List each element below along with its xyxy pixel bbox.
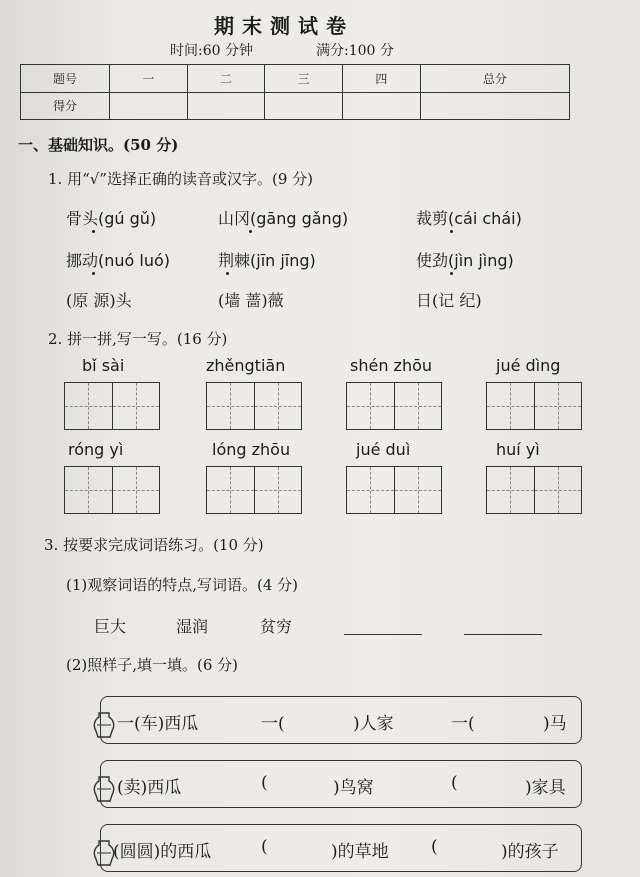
choice-item[interactable]: 日(记 纪) <box>416 291 482 310</box>
full-score: 满分:100 分 <box>316 43 394 59</box>
fill-text: )人家 <box>353 714 394 734</box>
pinyin-label: bǐ sài <box>82 356 125 375</box>
pinyin-label: lóng zhōu <box>212 440 291 459</box>
table-cell: 总分 <box>420 65 569 93</box>
table-cell: 得分 <box>21 92 110 120</box>
page-title: 期末测试卷 <box>214 14 354 38</box>
vase-icon <box>93 839 115 869</box>
score-input-cell[interactable] <box>265 92 343 120</box>
fill-text: )马 <box>543 714 567 734</box>
choice-item[interactable]: 荆棘(jīn jīng) <box>218 251 316 270</box>
table-cell: 四 <box>343 65 421 93</box>
vase-icon <box>93 775 115 805</box>
fill-text: )鸟窝 <box>333 778 374 798</box>
pinyin-label: róng yì <box>68 440 124 459</box>
choice-item[interactable]: 山冈(gāng gǎng) <box>218 209 349 228</box>
emphasis-dot <box>92 272 95 275</box>
table-row <box>21 92 570 120</box>
fill-blank[interactable] <box>497 709 547 731</box>
time-limit: 时间:60 分钟 <box>170 43 253 59</box>
writing-grid[interactable] <box>486 466 582 514</box>
writing-grid[interactable] <box>346 382 442 430</box>
choice-item[interactable]: 挪动(nuó luó) <box>66 251 171 270</box>
choice-item[interactable]: 骨头(gú gǔ) <box>66 209 157 228</box>
fill-text: ( <box>261 773 268 793</box>
fill-text: )家具 <box>525 778 566 798</box>
example-word: 湿润 <box>176 617 209 636</box>
pinyin-label: jué duì <box>356 440 411 459</box>
emphasis-dot <box>226 272 229 275</box>
writing-grid[interactable] <box>486 382 582 430</box>
fill-text: ( <box>451 773 458 793</box>
emphasis-dot <box>450 272 453 275</box>
fill-blank[interactable] <box>473 773 523 795</box>
emphasis-dot <box>92 230 95 233</box>
section-title: 一、基础知识。(50 分) <box>18 136 179 154</box>
score-table <box>20 64 570 120</box>
question-title: 2. 拼一拼,写一写。(16 分) <box>48 330 228 348</box>
example-text: (卖)西瓜 <box>117 778 182 798</box>
choice-item[interactable]: (墙 蔷)薇 <box>218 291 284 310</box>
fill-text: 一( <box>451 714 475 734</box>
fill-blank[interactable] <box>283 773 333 795</box>
question-title: 1. 用“√”选择正确的读音或汉字。(9 分) <box>48 170 313 188</box>
fill-in-row <box>100 824 582 872</box>
example-text: 一(车)西瓜 <box>117 714 199 734</box>
example-text: (圆圆)的西瓜 <box>113 842 212 862</box>
answer-blank[interactable] <box>464 634 542 635</box>
writing-grid[interactable] <box>346 466 442 514</box>
score-input-cell[interactable] <box>110 92 188 120</box>
table-row <box>21 65 570 93</box>
fill-blank[interactable] <box>281 837 331 859</box>
fill-text: )的孩子 <box>501 842 559 862</box>
writing-grid[interactable] <box>206 466 302 514</box>
fill-blank[interactable] <box>307 709 357 731</box>
fill-text: ( <box>261 837 268 857</box>
example-word: 贫穷 <box>260 617 293 636</box>
table-cell: 二 <box>187 65 265 93</box>
answer-blank[interactable] <box>344 634 422 635</box>
question-title: 3. 按要求完成词语练习。(10 分) <box>44 536 264 554</box>
score-input-cell[interactable] <box>343 92 421 120</box>
choice-item[interactable]: 使劲(jìn jìng) <box>416 251 514 270</box>
vase-icon <box>93 711 115 741</box>
table-cell: 一 <box>110 65 188 93</box>
fill-text: 一( <box>261 714 285 734</box>
score-input-cell[interactable] <box>187 92 265 120</box>
sub-question-title: (1)观察词语的特点,写词语。(4 分) <box>66 576 299 594</box>
example-word: 巨大 <box>94 617 127 636</box>
writing-grid[interactable] <box>206 382 302 430</box>
fill-in-row <box>100 760 582 808</box>
emphasis-dot <box>249 230 252 233</box>
score-input-cell[interactable] <box>420 92 569 120</box>
table-cell: 三 <box>265 65 343 93</box>
emphasis-dot <box>450 230 453 233</box>
pinyin-label: huí yì <box>496 440 540 459</box>
sub-question-title: (2)照样子,填一填。(6 分) <box>66 656 239 674</box>
pinyin-label: zhěngtiān <box>206 356 286 375</box>
fill-text: ( <box>431 837 438 857</box>
fill-in-row <box>100 696 582 744</box>
table-cell: 题号 <box>21 65 110 93</box>
pinyin-label: shén zhōu <box>350 356 433 375</box>
fill-blank[interactable] <box>453 837 503 859</box>
writing-grid[interactable] <box>64 466 160 514</box>
choice-item[interactable]: 裁剪(cái chái) <box>416 209 522 228</box>
fill-text: )的草地 <box>331 842 389 862</box>
writing-grid[interactable] <box>64 382 160 430</box>
choice-item[interactable]: (原 源)头 <box>66 291 132 310</box>
pinyin-label: jué dìng <box>496 356 561 375</box>
